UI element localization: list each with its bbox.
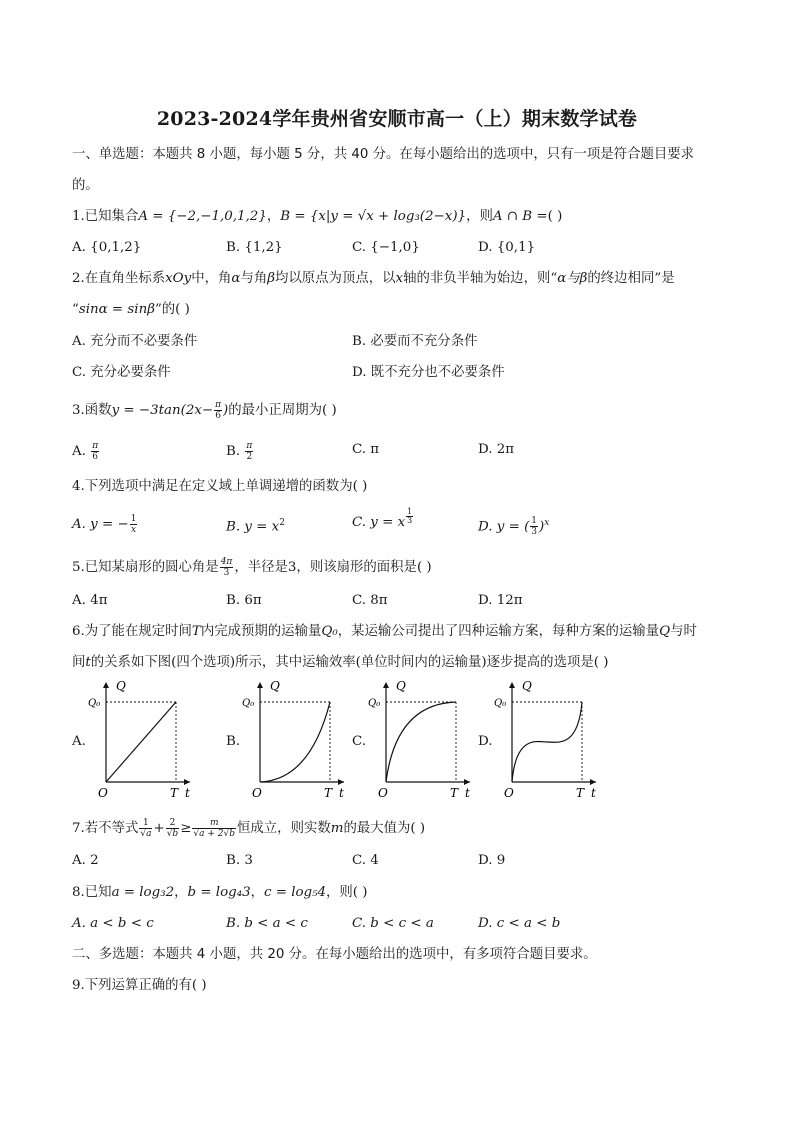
q6-graph-label-a: A.	[72, 734, 86, 749]
q7-option-d: D. 9	[478, 853, 506, 868]
axis-q0-label: Q₀	[242, 698, 255, 709]
axis-t-cap-label: T	[450, 786, 459, 800]
q7-option-c: C. 4	[352, 853, 379, 868]
section-1-header-cont: 的。	[72, 178, 99, 193]
x-arrow-icon	[464, 779, 470, 785]
q6-graph-label-b: B.	[226, 734, 241, 749]
curve-concave	[386, 702, 456, 782]
curve-s-shaped	[512, 702, 582, 782]
q3-option-b: B. $\frac{\pi}{2}$	[226, 441, 253, 462]
x-arrow-icon	[184, 779, 190, 785]
q8-option-a: A. a < b < c	[72, 916, 154, 931]
q2-option-d: D. 既不充分也不必要条件	[352, 365, 505, 380]
axis-t-label: t	[185, 786, 190, 800]
q4-option-a: A. y = − $\frac{1}{x}$	[72, 514, 137, 535]
axis-q-label: Q	[270, 679, 280, 693]
q6-graph-c	[366, 676, 476, 802]
q1-option-a: A. {0,1,2}	[72, 240, 142, 255]
y-arrow-icon	[257, 682, 263, 688]
q8-option-d: D. c < a < b	[478, 916, 561, 931]
axis-t-cap-label: T	[576, 786, 585, 800]
q3-option-c: C. π	[352, 442, 380, 457]
x-arrow-icon	[338, 779, 344, 785]
axis-t-label: t	[465, 786, 470, 800]
q1-option-d: D. {0,1}	[478, 240, 536, 255]
q3-option-a: A. $\frac{\pi}{6}$	[72, 441, 99, 462]
section-2-header: 二、多选题：本题共 4 小题，共 20 分。在每小题给出的选项中，有多项符合题目要求。	[72, 947, 597, 962]
axis-q0-label: Q₀	[88, 698, 101, 709]
q4-option-c: C. y = x $\frac{1}{3}$	[352, 507, 413, 530]
q1-option-c: C. {−1,0}	[352, 240, 420, 255]
q6-graph-label-c: C.	[352, 734, 367, 749]
q5-option-b: B. 6π	[226, 593, 262, 608]
q5-option-c: C. 8π	[352, 593, 388, 608]
y-arrow-icon	[383, 682, 389, 688]
axis-o-label: O	[504, 786, 514, 800]
q7-option-a: A. 2	[72, 853, 99, 868]
axis-q-label: Q	[396, 679, 406, 693]
curve-linear	[106, 702, 176, 782]
q5-option-d: D. 12π	[478, 593, 523, 608]
question-4: 4.下列选项中满足在定义域上单调递增的函数为( )	[72, 479, 368, 494]
x-arrow-icon	[590, 779, 596, 785]
axis-q0-label: Q₀	[368, 698, 381, 709]
axis-q-label: Q	[116, 679, 126, 693]
q3-option-d: D. 2π	[478, 442, 515, 457]
question-7: 7.若不等式 $\frac{1}{√a}$ + $\frac{2}{√b}$ ≥ $\frac{m}{√a + 2√b}$ 恒成立，则实数m的最大值为( )	[72, 818, 426, 839]
q6-graph-a	[86, 676, 196, 802]
question-2-cont: “sinα = sinβ”的( )	[72, 302, 190, 317]
axis-t-cap-label: T	[170, 786, 179, 800]
question-1: 1.已知集合A = {−2,−1,0,1,2}，B = {x|y = √x + log₃(2−x)}，则A ∩ B =( )	[72, 209, 563, 224]
axis-t-cap-label: T	[324, 786, 333, 800]
q4-option-b: B. $y = x^2$	[226, 518, 285, 535]
y-arrow-icon	[509, 682, 515, 688]
axis-o-label: O	[98, 786, 108, 800]
q6-graph-d	[492, 676, 602, 802]
axis-o-label: O	[252, 786, 262, 800]
q1-option-b: B. {1,2}	[226, 240, 283, 255]
question-3: 3.函数y = −3tan(2x− $\frac{\pi}{6}$ )的最小正周期为( )	[72, 400, 337, 421]
axis-o-label: O	[378, 786, 388, 800]
q2-option-c: C. 充分必要条件	[72, 365, 171, 380]
y-arrow-icon	[103, 682, 109, 688]
curve-convex	[260, 702, 330, 782]
axis-q-label: Q	[522, 679, 532, 693]
question-8: 8.已知a = log₃2，b = log₄3，c = log₅4，则( )	[72, 885, 368, 900]
question-6-cont: 间t的关系如下图(四个选项)所示，其中运输效率(单位时间内的运输量)逐步提高的选项是( )	[72, 655, 609, 670]
q8-option-c: C. b < c < a	[352, 916, 434, 931]
q5-option-a: A. 4π	[72, 593, 108, 608]
section-1-header: 一、单选题：本题共 8 小题，每小题 5 分，共 40 分。在每小题给出的选项中，只有一项是符合题目要求	[72, 147, 695, 162]
q8-option-b: B. b < a < c	[226, 916, 308, 931]
axis-t-label: t	[339, 786, 344, 800]
q7-option-b: B. 3	[226, 853, 253, 868]
question-2: 2.在直角坐标系xOy中，角α与角β均以原点为顶点，以x轴的非负半轴为始边，则“α与β的终边相同”是	[72, 271, 675, 286]
question-9: 9.下列运算正确的有( )	[72, 978, 207, 993]
axis-q0-label: Q₀	[494, 698, 507, 709]
question-6: 6.为了能在规定时间T内完成预期的运输量Q₀，某运输公司提出了四种运输方案，每种方案的运输量Q与时	[72, 624, 697, 639]
question-5: 5.已知某扇形的圆心角是 $\frac{4\pi}{3}$ ，半径是3，则该扇形的面积是( )	[72, 557, 432, 578]
q4-option-d: D. y = ( $\frac{1}{3}$ )$^x$	[478, 516, 550, 538]
q2-option-b: B. 必要而不充分条件	[352, 334, 478, 349]
q6-graph-label-d: D.	[478, 734, 493, 749]
q6-graph-b	[240, 676, 350, 802]
axis-t-label: t	[591, 786, 596, 800]
exam-title: 2023-2024学年贵州省安顺市高一（上）期末数学试卷	[156, 108, 638, 130]
q2-option-a: A. 充分而不必要条件	[72, 334, 198, 349]
